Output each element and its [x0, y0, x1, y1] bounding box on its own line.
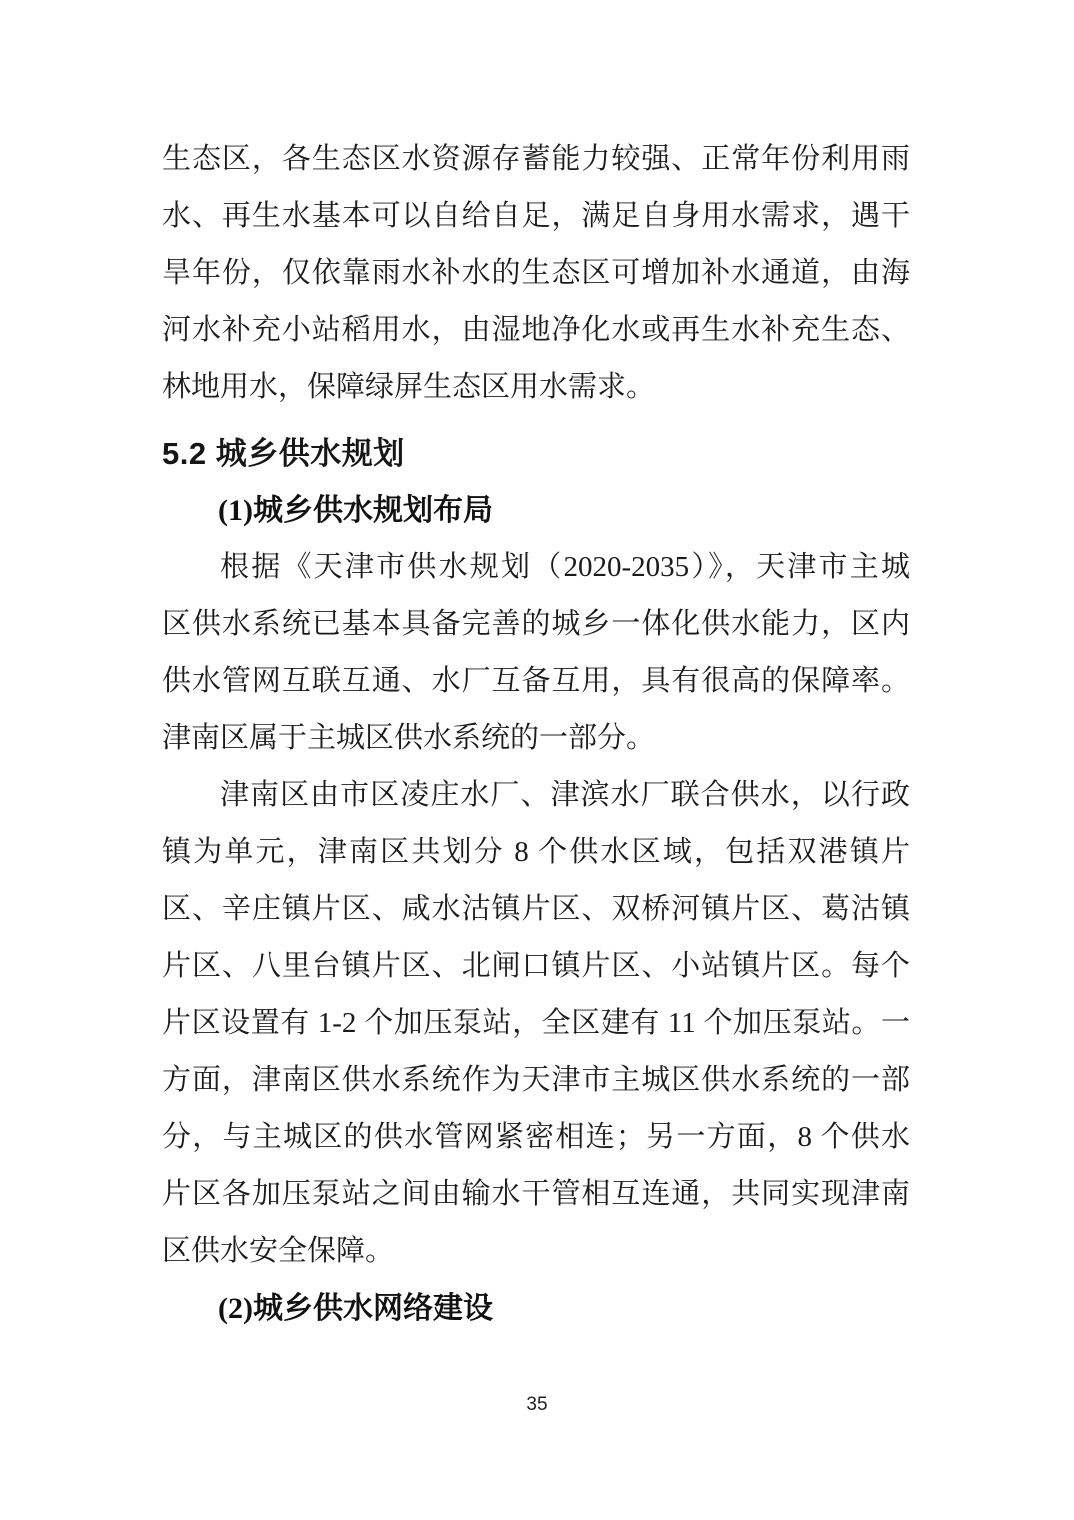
text-line: 津南区属于主城区供水系统的一部分。	[162, 722, 656, 754]
text-line: 区供水系统已基本具备完善的城乡一体化供水能力，区内	[162, 608, 910, 640]
text-line: 区、辛庄镇片区、咸水沽镇片区、双桥河镇片区、葛沽镇	[162, 893, 910, 925]
paragraph-supply-system	[162, 539, 910, 767]
text-line: 分，与主城区的供水管网紧密相连；另一方面，8 个供水	[162, 1121, 910, 1153]
document-body	[162, 131, 910, 1337]
text-line: 旱年份，仅依靠雨水补水的生态区可增加补水通道，由海	[162, 257, 910, 289]
section-heading-5-2: 5.2 城乡供水规划	[162, 436, 405, 471]
text-line: 片区、八里台镇片区、北闸口镇片区、小站镇片区。每个	[162, 950, 910, 982]
subsection-heading-2: (2)城乡供水网络建设	[218, 1292, 493, 1325]
text-line: 河水补充小站稻用水，由湿地净化水或再生水补充生态、	[162, 314, 910, 346]
text-line: 区供水安全保障。	[162, 1235, 395, 1267]
text-line: 片区设置有 1-2 个加压泵站，全区建有 11 个加压泵站。一	[162, 1007, 910, 1039]
text-line: 津南区由市区凌庄水厂、津滨水厂联合供水，以行政	[220, 779, 910, 811]
paragraph-supply-zones	[162, 767, 910, 1280]
subsection-heading-1: (1)城乡供水规划布局	[218, 494, 493, 527]
text-line: 供水管网互联互通、水厂互备互用，具有很高的保障率。	[162, 665, 910, 697]
text-line: 方面，津南区供水系统作为天津市主城区供水系统的一部	[162, 1064, 910, 1096]
text-line: 水、再生水基本可以自给自足，满足自身用水需求，遇干	[162, 200, 910, 232]
text-line: 生态区，各生态区水资源存蓄能力较强、正常年份利用雨	[162, 143, 910, 175]
text-line: 根据《天津市供水规划（2020-2035）》，天津市主城	[220, 551, 910, 583]
text-line: 林地用水，保障绿屏生态区用水需求。	[162, 371, 656, 403]
paragraph-continued	[162, 131, 910, 416]
page-number: 35	[526, 1394, 548, 1415]
text-line: 镇为单元，津南区共划分 8 个供水区域，包括双港镇片	[162, 836, 910, 868]
text-line: 片区各加压泵站之间由输水干管相互连通，共同实现津南	[162, 1178, 910, 1210]
